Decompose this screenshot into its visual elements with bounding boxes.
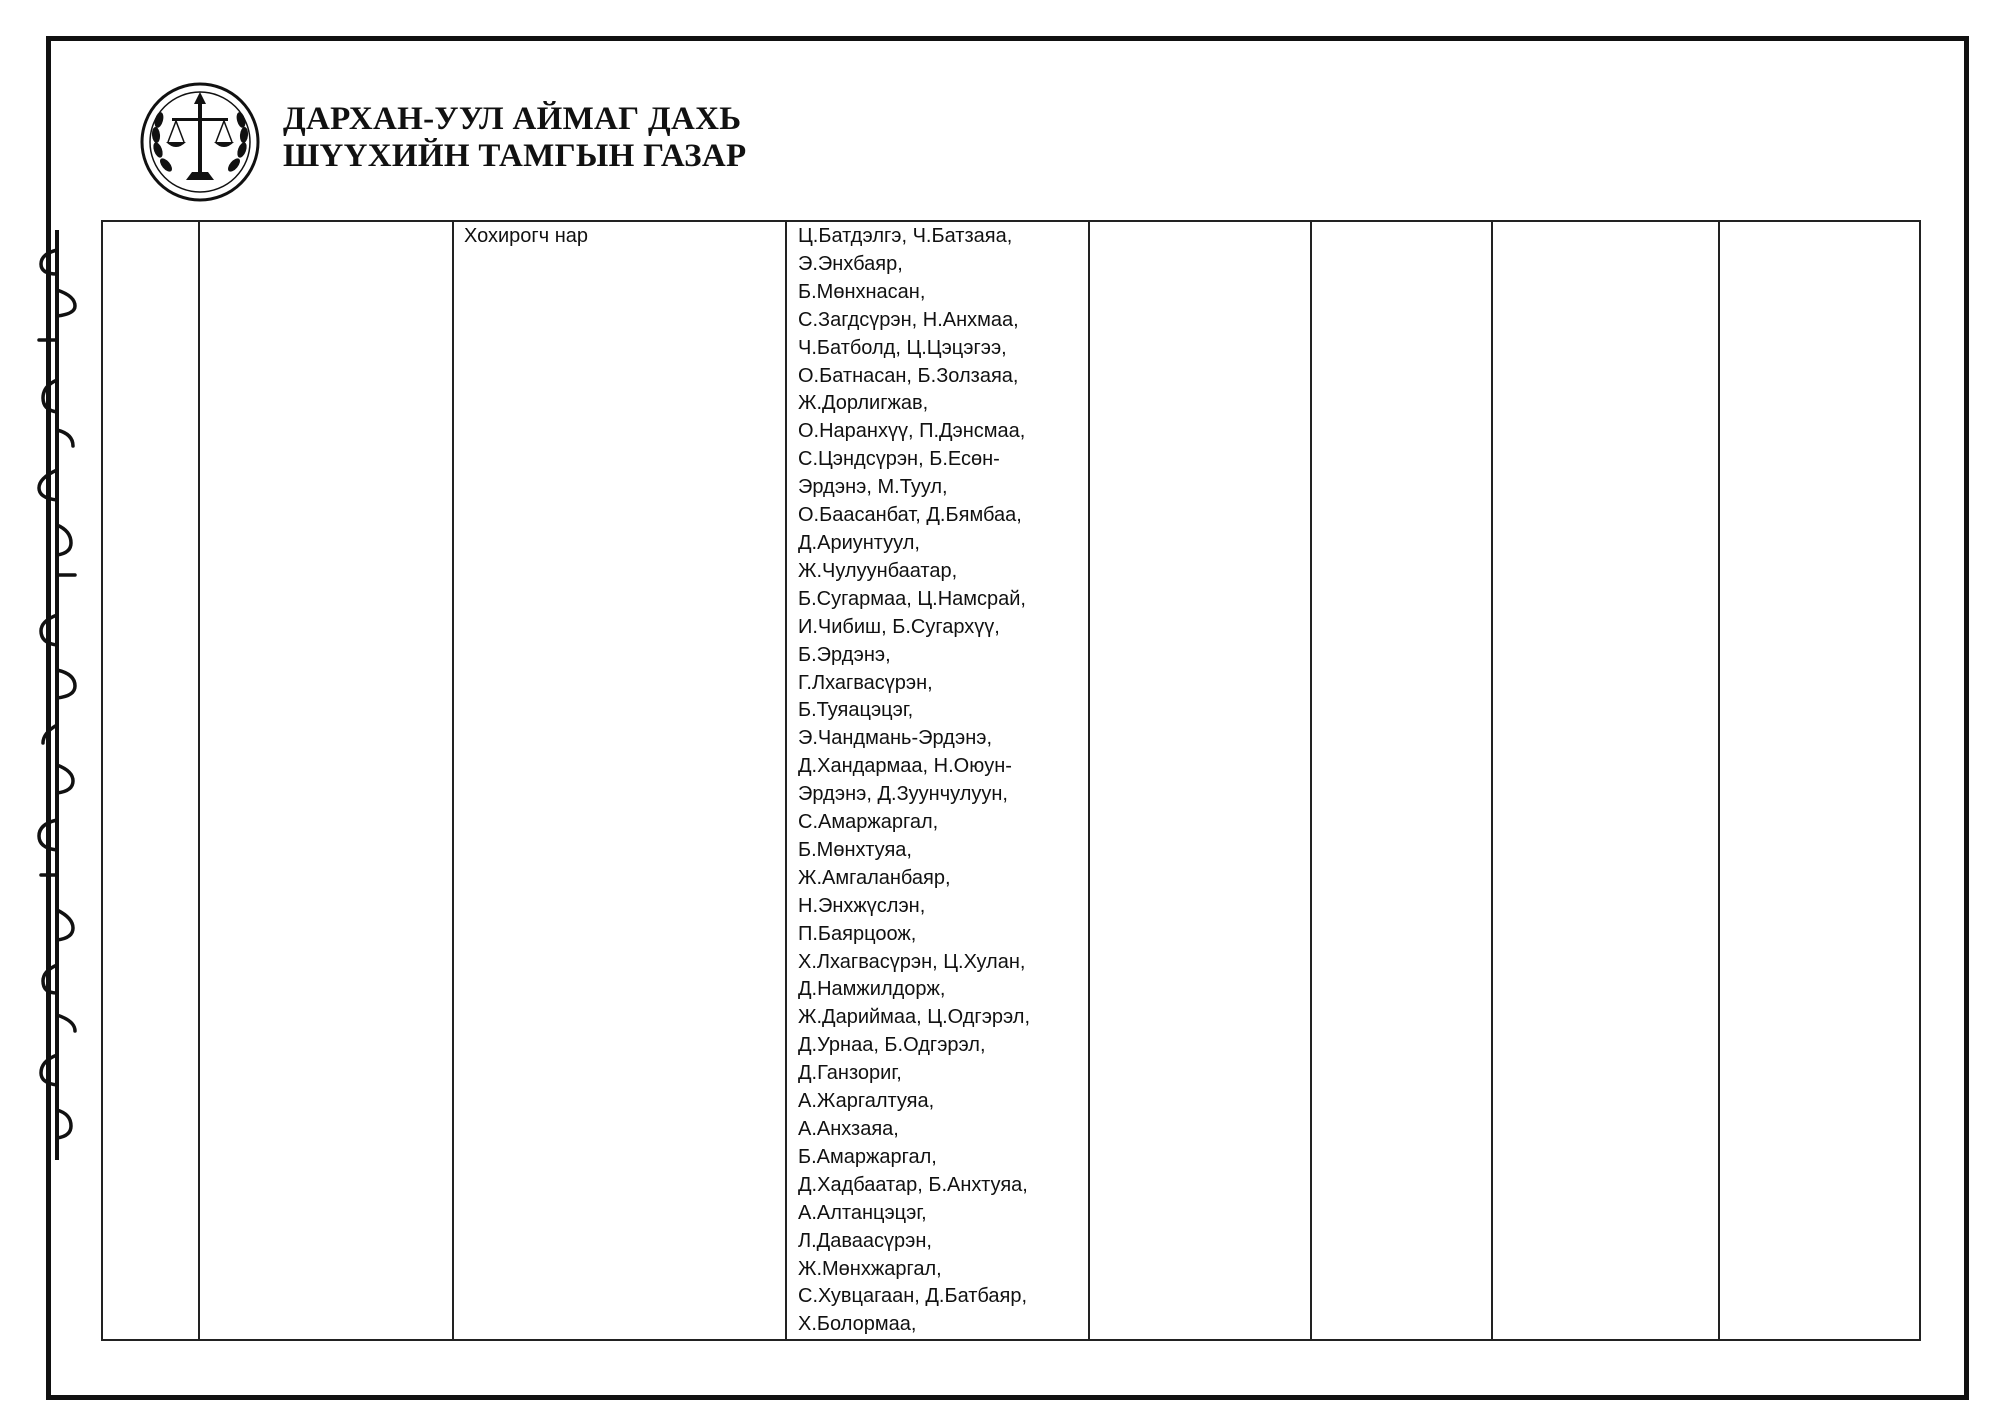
victim-name-line: П.Баярцоож, [798, 922, 917, 945]
victim-name-line: Д.Хадбаатар, Б.Анхтуяа, [798, 1173, 1028, 1196]
victim-name-line: С.Цэндсүрэн, Б.Есөн- [798, 448, 1000, 471]
victim-names-list [787, 222, 1088, 1339]
victim-name-line: Эрдэнэ, М.Туул, [798, 476, 948, 499]
victim-name-line: Б.Эрдэнэ, [798, 643, 891, 666]
title-line-1: ДАРХАН-УУЛ АЙМАГ ДАХЬ [283, 101, 742, 137]
victim-name-line: Б.Мөнхнасан, [798, 280, 926, 303]
victim-name-line: С.Амаржаргал, [798, 811, 939, 834]
victim-name-line: О.Баасанбат, Д.Бямбаа, [798, 504, 1022, 527]
victim-name-line: О.Наранхүү, П.Дэнсмаа, [798, 420, 1026, 443]
victim-name-line: Ж.Дариймаа, Ц.Одгэрэл, [798, 1006, 1031, 1029]
victim-name-line: А.Алтанцэцэг, [798, 1201, 927, 1224]
victim-name-line: Д.Ганзориг, [798, 1062, 902, 1085]
victim-name-line: Ж.Дорлигжав, [798, 392, 929, 415]
victim-name-line: О.Батнасан, Б.Золзаяа, [798, 364, 1019, 387]
victim-name-line: Эрдэнэ, Д.Зуунчулуун, [798, 783, 1008, 806]
victim-name-line: С.Загдсүрэн, Н.Анхмаа, [798, 308, 1019, 331]
table-cell [199, 221, 453, 1340]
victim-name-line: Б.Туяацэцэг, [798, 699, 914, 722]
table-cell [1492, 221, 1719, 1340]
victim-name-line: Д.Урнаа, Б.Одгэрэл, [798, 1034, 986, 1057]
victim-name-line: Л.Даваасүрэн, [798, 1229, 932, 1252]
table-cell [1311, 221, 1492, 1340]
victim-name-line: Ж.Амгаланбаяр, [798, 866, 951, 889]
victim-name-line: С.Хувцагаан, Д.Батбаяр, [798, 1285, 1028, 1308]
victim-name-line: Ж.Мөнхжаргал, [798, 1257, 942, 1280]
victim-name-line: Ц.Батдэлгэ, Ч.Батзаяа, [798, 225, 1013, 247]
table-row [102, 221, 1920, 1340]
victim-name-line: Б.Мөнхтуяа, [798, 838, 912, 861]
victim-name-line: Г.Лхагвасүрэн, [798, 671, 933, 694]
victim-name-line: Х.Болормаа, [798, 1313, 917, 1336]
page-title [283, 101, 746, 175]
victim-name-line: Ч.Батболд, Ц.Цэцэгээ, [798, 336, 1007, 359]
victim-name-line: Д.Намжилдорж, [798, 978, 946, 1001]
victim-name-line: Э.Энхбаяр, [798, 252, 903, 275]
victim-name-line: Ж.Чулуунбаатар, [798, 559, 958, 582]
victim-name-line: Э.Чандмань-Эрдэнэ, [798, 727, 993, 750]
victim-name-line: Б.Сугармаа, Ц.Намсрай, [798, 587, 1026, 610]
victim-name-line: А.Жаргалтуяа, [798, 1090, 935, 1113]
case-table [101, 220, 1921, 1341]
victim-name-line: Н.Энхжүслэн, [798, 894, 926, 917]
victim-name-line: Х.Лхагвасүрэн, Ц.Хулан, [798, 950, 1026, 973]
title-line-2: ШҮҮХИЙН ТАМГЫН ГАЗАР [283, 138, 747, 174]
role-label: Хохирогч нар [464, 225, 588, 247]
table-cell [102, 221, 199, 1340]
victim-name-line: Д.Ариунтуул, [798, 531, 920, 554]
court-emblem-icon [138, 80, 262, 204]
table-cell [1719, 221, 1920, 1340]
names-cell [786, 221, 1089, 1340]
victim-name-line: Д.Хандармаа, Н.Оюун- [798, 755, 1012, 778]
role-cell [453, 221, 786, 1340]
victim-name-line: А.Анхзаяа, [798, 1118, 899, 1140]
table-cell [1089, 221, 1311, 1340]
victim-name-line: Б.Амаржаргал, [798, 1145, 937, 1168]
victim-name-line: И.Чибиш, Б.Сугархүү, [798, 615, 1000, 638]
mongolian-script-border [24, 230, 90, 1160]
